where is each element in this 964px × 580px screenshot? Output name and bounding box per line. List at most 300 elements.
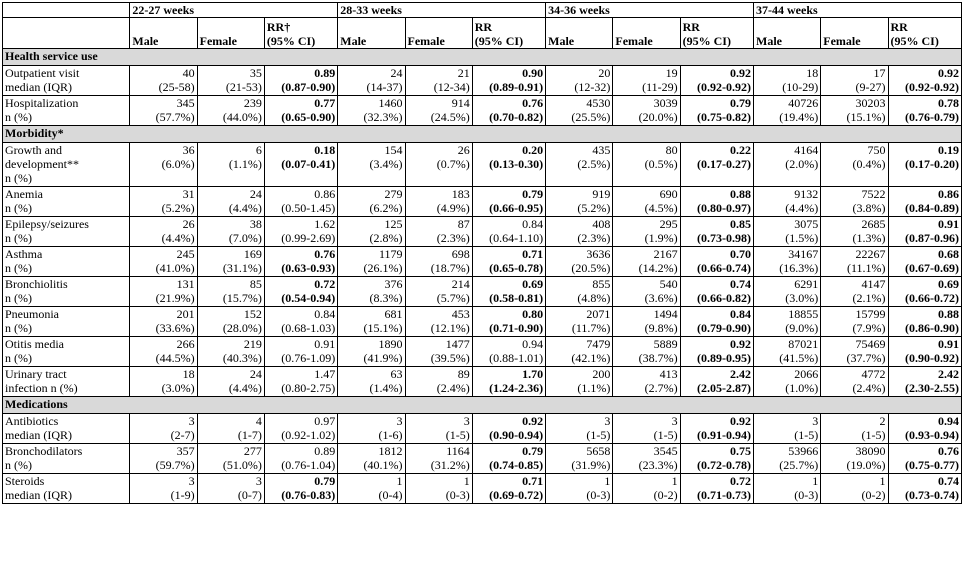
rr-cell-value: 0.78 — [938, 96, 959, 110]
female-cell-value: 19 — [665, 66, 678, 80]
female-cell — [405, 66, 472, 96]
rr-cell-range: (0.58-0.81) — [489, 291, 544, 305]
rr-cell-range: (0.80-2.75) — [281, 381, 336, 395]
rr-cell-value: 0.75 — [730, 444, 751, 458]
male-cell-value: 345 — [176, 96, 195, 110]
male-cell — [754, 414, 821, 444]
rr-cell — [888, 367, 962, 397]
rr-cell — [472, 307, 545, 337]
male-cell — [338, 414, 405, 444]
rr-cell-range: (0.80-0.97) — [697, 201, 751, 215]
female-cell — [405, 187, 472, 217]
male-cell — [754, 474, 821, 504]
male-cell-range: (1.4%) — [369, 381, 403, 395]
female-cell-value: 914 — [451, 96, 470, 110]
rr-cell-range: (0.75-0.77) — [905, 458, 959, 472]
rr-cell — [472, 143, 545, 187]
rr-cell — [680, 414, 753, 444]
table-row — [3, 217, 962, 247]
male-cell-range: (3.0%) — [785, 291, 819, 305]
male-cell-range: (26.1%) — [363, 261, 403, 275]
male-cell-range: (10-29) — [782, 80, 819, 94]
female-cell-value: 80 — [665, 143, 678, 157]
female-cell-range: (19.0%) — [846, 458, 886, 472]
rr-cell-value: 0.92 — [730, 66, 751, 80]
section-header-row — [3, 49, 962, 66]
rr-cell-range: (0.92-0.92) — [697, 80, 751, 94]
male-cell — [546, 247, 613, 277]
rr-cell-range: (0.99-2.69) — [281, 231, 336, 245]
rr-cell-value: 0.92 — [938, 66, 959, 80]
female-cell — [197, 277, 264, 307]
rr-cell-value: 0.85 — [730, 217, 751, 231]
rr-cell-value: 0.70 — [730, 247, 751, 261]
female-cell-range: (1-5) — [653, 428, 678, 442]
female-cell-range: (12-34) — [433, 80, 470, 94]
male-cell-value: 6291 — [794, 277, 819, 291]
table-row — [3, 414, 962, 444]
row-label — [3, 307, 130, 337]
female-cell-range: (1.9%) — [644, 231, 678, 245]
female-cell-range: (4.9%) — [436, 201, 470, 215]
rr-cell — [264, 217, 337, 247]
rr-cell-value: 1.70 — [522, 367, 544, 381]
male-cell-value: 200 — [592, 367, 611, 381]
rr-cell-value: 0.89 — [314, 444, 336, 458]
female-cell-value: 38 — [249, 217, 262, 231]
rr-cell-range: (1.24-2.36) — [489, 381, 544, 395]
rr-cell-range: (0.71-0.73) — [697, 488, 751, 502]
male-cell — [338, 66, 405, 96]
rr-cell-range: (0.68-1.03) — [281, 321, 336, 335]
female-cell-value: 1 — [879, 474, 886, 488]
female-cell-range: (20.0%) — [638, 110, 678, 124]
female-cell — [821, 444, 888, 474]
rr-cell — [888, 66, 962, 96]
female-cell — [405, 96, 472, 126]
male-header: Male — [546, 18, 613, 49]
male-cell-range: (8.3%) — [369, 291, 403, 305]
female-header: Female — [821, 18, 888, 49]
male-cell-range: (1-9) — [170, 488, 195, 502]
male-cell — [546, 414, 613, 444]
female-cell-range: (5.7%) — [436, 291, 470, 305]
section-title: Medications — [3, 397, 962, 414]
rr-cell — [680, 247, 753, 277]
female-cell-value: 540 — [659, 277, 678, 291]
rr-cell-value: 0.90 — [522, 66, 544, 80]
male-cell-value: 1890 — [378, 337, 403, 351]
male-cell-range: (33.6%) — [155, 321, 195, 335]
male-cell — [546, 277, 613, 307]
male-cell — [338, 247, 405, 277]
rr-cell-value: 0.72 — [730, 474, 751, 488]
female-cell — [613, 247, 680, 277]
female-cell-range: (15.1%) — [846, 110, 886, 124]
female-cell — [821, 217, 888, 247]
rr-cell-range: (0.93-0.94) — [905, 428, 959, 442]
male-cell — [130, 277, 197, 307]
male-cell-range: (25.5%) — [571, 110, 611, 124]
female-cell-value: 1 — [671, 474, 678, 488]
male-cell-range: (5.2%) — [161, 201, 195, 215]
female-cell-range: (28.0%) — [222, 321, 262, 335]
rr-cell-range: (0.76-0.83) — [281, 488, 336, 502]
rr-cell — [472, 187, 545, 217]
male-cell — [546, 337, 613, 367]
table-row — [3, 277, 962, 307]
rr-cell — [888, 143, 962, 187]
female-cell-value: 3 — [255, 474, 262, 488]
male-cell — [130, 143, 197, 187]
rr-cell-range: (0.73-0.74) — [905, 488, 959, 502]
male-cell-value: 201 — [176, 307, 195, 321]
male-header: Male — [130, 18, 197, 49]
rr-cell-value: 0.19 — [938, 143, 959, 157]
row-label-line: Anemia — [5, 187, 43, 201]
male-cell — [754, 307, 821, 337]
rr-cell-range: (0.76-1.04) — [281, 458, 336, 472]
male-cell — [546, 444, 613, 474]
male-cell-range: (4.4%) — [161, 231, 195, 245]
female-cell-value: 3545 — [653, 444, 678, 458]
rr-cell-value: 0.69 — [522, 277, 544, 291]
rr-cell — [888, 307, 962, 337]
row-label-line: Bronchodilators — [5, 444, 83, 458]
male-cell-value: 4164 — [794, 143, 819, 157]
rr-cell-range: (0.79-0.90) — [697, 321, 751, 335]
table-row — [3, 444, 962, 474]
male-cell-range: (6.2%) — [369, 201, 403, 215]
male-cell-value: 20 — [598, 66, 611, 80]
male-cell — [130, 474, 197, 504]
female-cell — [613, 217, 680, 247]
female-cell-value: 2167 — [653, 247, 678, 261]
male-cell — [546, 367, 613, 397]
row-label-line: median (IQR) — [5, 428, 72, 442]
female-cell-range: (1-7) — [237, 428, 262, 442]
male-cell-range: (25.7%) — [779, 458, 819, 472]
male-cell — [338, 474, 405, 504]
male-cell — [130, 367, 197, 397]
male-cell — [546, 187, 613, 217]
male-cell — [338, 367, 405, 397]
male-cell-range: (4.4%) — [785, 201, 819, 215]
rr-cell-range: (0.84-0.89) — [905, 201, 959, 215]
male-cell-range: (1.0%) — [785, 381, 819, 395]
rr-cell — [888, 444, 962, 474]
female-cell-range: (38.7%) — [638, 351, 678, 365]
female-cell — [405, 217, 472, 247]
male-cell-value: 1812 — [378, 444, 403, 458]
female-cell — [197, 247, 264, 277]
male-cell-value: 408 — [592, 217, 611, 231]
male-cell-range: (14-37) — [366, 80, 403, 94]
male-cell — [338, 307, 405, 337]
female-cell-value: 4772 — [861, 367, 886, 381]
female-cell — [405, 474, 472, 504]
rr-cell — [472, 277, 545, 307]
female-cell — [613, 96, 680, 126]
male-cell-value: 36 — [182, 143, 195, 157]
rr-cell — [472, 474, 545, 504]
row-label-line: Steroids — [5, 474, 45, 488]
rr-cell — [888, 414, 962, 444]
male-cell-value: 1179 — [378, 247, 403, 261]
rr-cell — [472, 96, 545, 126]
female-cell — [613, 307, 680, 337]
male-cell-range: (0-3) — [794, 488, 819, 502]
female-cell-value: 219 — [243, 337, 262, 351]
rr-cell-value: 0.92 — [730, 337, 751, 351]
female-cell-value: 183 — [451, 187, 470, 201]
rr-cell-range: (0.86-0.90) — [905, 321, 959, 335]
female-cell-range: (7.9%) — [852, 321, 886, 335]
male-cell-value: 18855 — [788, 307, 819, 321]
row-label — [3, 66, 130, 96]
female-cell-range: (23.3%) — [638, 458, 678, 472]
row-label-line: n (%) — [5, 458, 32, 472]
rr-cell — [472, 337, 545, 367]
male-cell — [546, 143, 613, 187]
row-label-line: n (%) — [5, 321, 32, 335]
male-cell — [754, 367, 821, 397]
female-cell-range: (4.4%) — [228, 201, 262, 215]
rr-cell — [264, 143, 337, 187]
rr-cell-value: 0.84 — [522, 217, 544, 231]
row-label-line: Urinary tract — [5, 367, 67, 381]
female-cell-value: 6 — [255, 143, 262, 157]
female-cell — [197, 337, 264, 367]
female-cell-range: (1.1%) — [228, 157, 262, 171]
row-label — [3, 187, 130, 217]
rr-cell-range: (0.73-0.98) — [697, 231, 751, 245]
male-header: Male — [338, 18, 405, 49]
female-cell-value: 87 — [457, 217, 470, 231]
male-cell-value: 1 — [812, 474, 819, 488]
male-cell-value: 26 — [182, 217, 195, 231]
rr-cell-value: 0.84 — [730, 307, 751, 321]
rr-cell-value: 1.47 — [314, 367, 336, 381]
male-cell-range: (2.3%) — [577, 231, 611, 245]
rr-cell — [680, 66, 753, 96]
male-cell-value: 63 — [390, 367, 403, 381]
male-cell-range: (15.1%) — [363, 321, 403, 335]
female-cell-value: 3039 — [653, 96, 678, 110]
female-cell — [821, 96, 888, 126]
rr-cell-range: (0.92-0.92) — [905, 80, 959, 94]
female-cell-range: (12.1%) — [430, 321, 470, 335]
male-cell-range: (16.3%) — [779, 261, 819, 275]
rr-cell-range: (0.90-0.94) — [489, 428, 544, 442]
rr-cell-range: (0.89-0.91) — [489, 80, 544, 94]
female-cell-range: (40.3%) — [222, 351, 262, 365]
male-cell-range: (4.8%) — [577, 291, 611, 305]
female-cell-range: (11.1%) — [846, 261, 886, 275]
rr-cell-range: (0.17-0.20) — [905, 157, 959, 171]
rr-cell — [264, 187, 337, 217]
rr-cell-value: 0.91 — [938, 217, 959, 231]
rr-cell-range: (0.65-0.78) — [489, 261, 544, 275]
row-label-line: n (%) — [5, 231, 32, 245]
rr-cell-range: (0.63-0.93) — [281, 261, 336, 275]
row-label — [3, 367, 130, 397]
rr-cell-range: (0.07-0.41) — [281, 157, 336, 171]
rr-cell — [888, 187, 962, 217]
row-label-line: development** — [5, 157, 79, 171]
male-cell-range: (41.5%) — [779, 351, 819, 365]
row-label-line: n (%) — [5, 171, 32, 185]
male-cell-range: (59.7%) — [155, 458, 195, 472]
rr-cell-range: (0.69-0.72) — [489, 488, 544, 502]
female-cell-range: (4.4%) — [228, 381, 262, 395]
rr-header — [472, 18, 545, 49]
row-label-line: n (%) — [5, 291, 32, 305]
rr-cell — [680, 217, 753, 247]
female-cell-range: (1.3%) — [852, 231, 886, 245]
female-cell — [405, 277, 472, 307]
female-cell — [405, 247, 472, 277]
male-header: Male — [754, 18, 821, 49]
rr-cell — [264, 247, 337, 277]
female-cell — [197, 444, 264, 474]
male-cell-value: 376 — [384, 277, 403, 291]
female-cell-range: (51.0%) — [222, 458, 262, 472]
female-cell — [613, 66, 680, 96]
male-cell-value: 1460 — [378, 96, 403, 110]
male-cell-value: 34167 — [788, 247, 819, 261]
male-cell-range: (1-5) — [586, 428, 611, 442]
female-cell — [405, 307, 472, 337]
female-cell-value: 1164 — [446, 444, 470, 458]
female-header: Female — [197, 18, 264, 49]
rr-cell — [680, 367, 753, 397]
male-cell — [130, 66, 197, 96]
female-cell — [197, 96, 264, 126]
female-cell-range: (2.3%) — [436, 231, 470, 245]
rr-cell-value: 2.42 — [730, 367, 751, 381]
rr-cell-range: (0.17-0.27) — [697, 157, 751, 171]
rr-cell — [472, 414, 545, 444]
male-cell-range: (21.9%) — [155, 291, 195, 305]
male-cell — [338, 187, 405, 217]
male-cell-range: (0-4) — [378, 488, 403, 502]
female-cell-value: 85 — [249, 277, 262, 291]
female-cell-value: 295 — [659, 217, 678, 231]
section-title: Morbidity* — [3, 126, 962, 143]
group-header: 37-44 weeks — [754, 3, 962, 18]
table-row — [3, 247, 962, 277]
female-cell — [197, 414, 264, 444]
female-cell-value: 24 — [249, 187, 262, 201]
rr-cell — [888, 247, 962, 277]
corner-cell — [3, 3, 130, 18]
male-cell-value: 1 — [396, 474, 403, 488]
male-cell-value: 357 — [176, 444, 195, 458]
male-cell-value: 855 — [592, 277, 611, 291]
female-cell — [197, 66, 264, 96]
female-cell — [613, 367, 680, 397]
female-cell-range: (39.5%) — [430, 351, 470, 365]
rr-cell — [680, 96, 753, 126]
female-cell-range: (9.8%) — [644, 321, 678, 335]
female-cell-range: (3.6%) — [644, 291, 678, 305]
row-label — [3, 247, 130, 277]
male-cell-range: (6.0%) — [161, 157, 195, 171]
male-cell-range: (3.0%) — [161, 381, 195, 395]
female-cell-value: 24 — [249, 367, 262, 381]
rr-cell — [680, 307, 753, 337]
rr-cell — [264, 474, 337, 504]
male-cell-value: 18 — [182, 367, 195, 381]
rr-cell-value: 0.68 — [938, 247, 959, 261]
male-cell-value: 125 — [384, 217, 403, 231]
male-cell-range: (32.3%) — [363, 110, 403, 124]
female-cell — [821, 337, 888, 367]
female-cell-range: (2.7%) — [644, 381, 678, 395]
male-cell — [754, 96, 821, 126]
subheader-row — [3, 18, 962, 49]
rr-cell-range: (0.75-0.82) — [697, 110, 751, 124]
rr-cell-value: 0.84 — [314, 307, 336, 321]
male-cell-value: 3075 — [794, 217, 819, 231]
rr-cell — [680, 187, 753, 217]
male-cell — [130, 217, 197, 247]
row-label-line: Otitis media — [5, 337, 64, 351]
row-label-line: Antibiotics — [5, 414, 59, 428]
rr-cell — [472, 247, 545, 277]
female-cell — [197, 143, 264, 187]
rr-cell-range: (0.89-0.95) — [697, 351, 751, 365]
male-cell-value: 24 — [390, 66, 403, 80]
rr-cell-range: (0.66-0.72) — [905, 291, 959, 305]
group-header-row — [3, 3, 962, 18]
rr-cell-range: (0.76-0.79) — [905, 110, 959, 124]
rr-cell — [472, 66, 545, 96]
group-header: 34-36 weeks — [546, 3, 754, 18]
male-cell-value: 279 — [384, 187, 403, 201]
male-cell-range: (57.7%) — [155, 110, 195, 124]
table-row — [3, 96, 962, 126]
rr-header-line2: (95% CI) — [890, 34, 939, 48]
row-label — [3, 96, 130, 126]
rr-cell-value: 0.94 — [522, 337, 544, 351]
rr-cell-value: 0.79 — [314, 474, 336, 488]
rr-cell-range: (0.66-0.82) — [697, 291, 751, 305]
male-cell-value: 3636 — [586, 247, 611, 261]
rr-header — [680, 18, 753, 49]
rr-cell — [264, 337, 337, 367]
female-cell — [821, 414, 888, 444]
row-label — [3, 444, 130, 474]
male-cell-range: (2.8%) — [369, 231, 403, 245]
male-cell-value: 2066 — [794, 367, 819, 381]
female-cell-value: 698 — [451, 247, 470, 261]
male-cell — [754, 217, 821, 247]
rr-cell-range: (0.67-0.69) — [905, 261, 959, 275]
female-cell-range: (0.5%) — [644, 157, 678, 171]
female-cell-range: (2.4%) — [852, 381, 886, 395]
female-cell-value: 277 — [243, 444, 262, 458]
female-cell-range: (2.1%) — [852, 291, 886, 305]
rr-cell — [472, 367, 545, 397]
female-cell-value: 4147 — [861, 277, 886, 291]
male-cell-value: 7479 — [586, 337, 611, 351]
female-cell-range: (2.4%) — [436, 381, 470, 395]
male-cell — [130, 247, 197, 277]
female-cell-range: (9-27) — [855, 80, 886, 94]
rr-cell-range: (0.92-1.02) — [281, 428, 336, 442]
